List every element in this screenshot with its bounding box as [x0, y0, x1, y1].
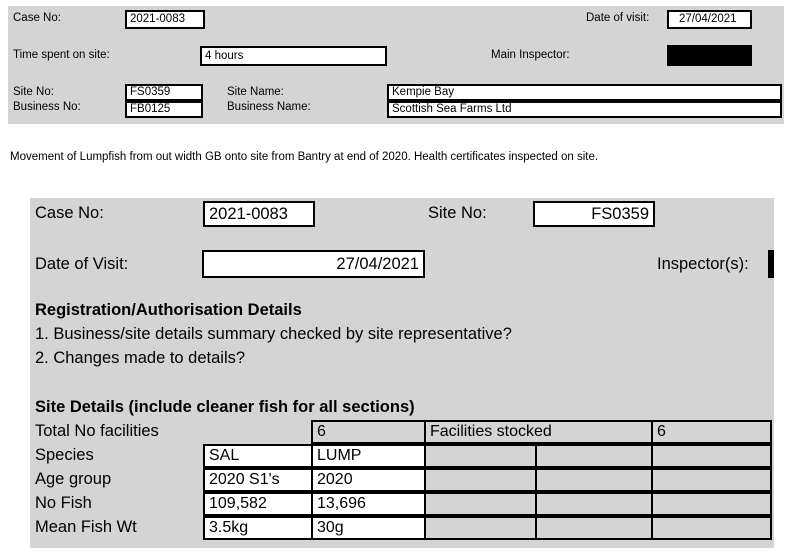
case-no-field[interactable]: 2021-0083 [125, 10, 205, 29]
total-facilities-value[interactable]: 6 [311, 420, 426, 444]
site-no-label: Site No: [13, 86, 54, 98]
inspectors-label: Inspector(s): [657, 255, 749, 273]
species-col4[interactable] [535, 444, 653, 468]
date-of-visit-field-2[interactable]: 27/04/2021 [202, 250, 425, 278]
age-group-col2[interactable]: 2020 [311, 468, 426, 492]
age-group-col1[interactable]: 2020 S1's [203, 468, 313, 492]
inspectors-redacted [768, 250, 774, 278]
time-spent-label: Time spent on site: [13, 49, 110, 61]
site-no-field[interactable]: FS0359 [125, 84, 203, 101]
business-name-field[interactable]: Scottish Sea Farms Ltd [387, 101, 782, 118]
mean-fish-wt-col5[interactable] [651, 516, 772, 540]
row-label-species: Species [35, 446, 94, 464]
no-fish-col4[interactable] [535, 492, 653, 516]
inspection-note: Movement of Lumpfish from out width GB onto site from Bantry at end of 2020. Health certificates inspected on site. [10, 151, 599, 163]
business-no-label: Business No: [13, 101, 81, 113]
total-facilities-label: Total No facilities [35, 422, 159, 440]
species-col5[interactable] [651, 444, 772, 468]
no-fish-col1[interactable]: 109,582 [203, 492, 313, 516]
age-group-col4[interactable] [535, 468, 653, 492]
time-spent-field[interactable]: 4 hours [200, 46, 387, 66]
age-group-col5[interactable] [651, 468, 772, 492]
mean-fish-wt-col4[interactable] [535, 516, 653, 540]
date-of-visit-label: Date of visit: [586, 12, 650, 24]
main-inspector-label: Main Inspector: [491, 49, 570, 61]
site-no-field-2[interactable]: FS0359 [533, 201, 655, 227]
date-of-visit-field[interactable]: 27/04/2021 [667, 10, 752, 29]
no-fish-col5[interactable] [651, 492, 772, 516]
mean-fish-wt-col2[interactable]: 30g [311, 516, 426, 540]
registration-question-1: 1. Business/site details summary checked by site representative? [35, 325, 512, 343]
facilities-stocked-value[interactable]: 6 [651, 420, 772, 444]
site-details-heading: Site Details (include cleaner fish for all sections) [35, 398, 415, 416]
no-fish-col3[interactable] [424, 492, 537, 516]
registration-heading: Registration/Authorisation Details [35, 301, 302, 319]
age-group-col3[interactable] [424, 468, 537, 492]
mean-fish-wt-col3[interactable] [424, 516, 537, 540]
main-inspector-redacted [667, 45, 752, 66]
case-no-field-2[interactable]: 2021-0083 [203, 201, 315, 227]
species-col3[interactable] [424, 444, 537, 468]
case-no-label: Case No: [13, 12, 61, 24]
business-no-field[interactable]: FB0125 [125, 101, 203, 118]
row-label-age-group: Age group [35, 470, 112, 488]
site-no-label-2: Site No: [428, 204, 487, 222]
case-no-label-2: Case No: [35, 204, 104, 222]
row-label-mean-fish-wt: Mean Fish Wt [35, 518, 137, 536]
facilities-stocked-label: Facilities stocked [424, 420, 653, 444]
business-name-label: Business Name: [227, 101, 311, 113]
row-label-no-fish: No Fish [35, 494, 92, 512]
no-fish-col2[interactable]: 13,696 [311, 492, 426, 516]
species-col1[interactable]: SAL [203, 444, 313, 468]
site-name-field[interactable]: Kempie Bay [387, 84, 782, 101]
site-name-label: Site Name: [227, 86, 284, 98]
mean-fish-wt-col1[interactable]: 3.5kg [203, 516, 313, 540]
species-col2[interactable]: LUMP [311, 444, 426, 468]
registration-question-2: 2. Changes made to details? [35, 349, 246, 367]
date-of-visit-label-2: Date of Visit: [35, 255, 129, 273]
